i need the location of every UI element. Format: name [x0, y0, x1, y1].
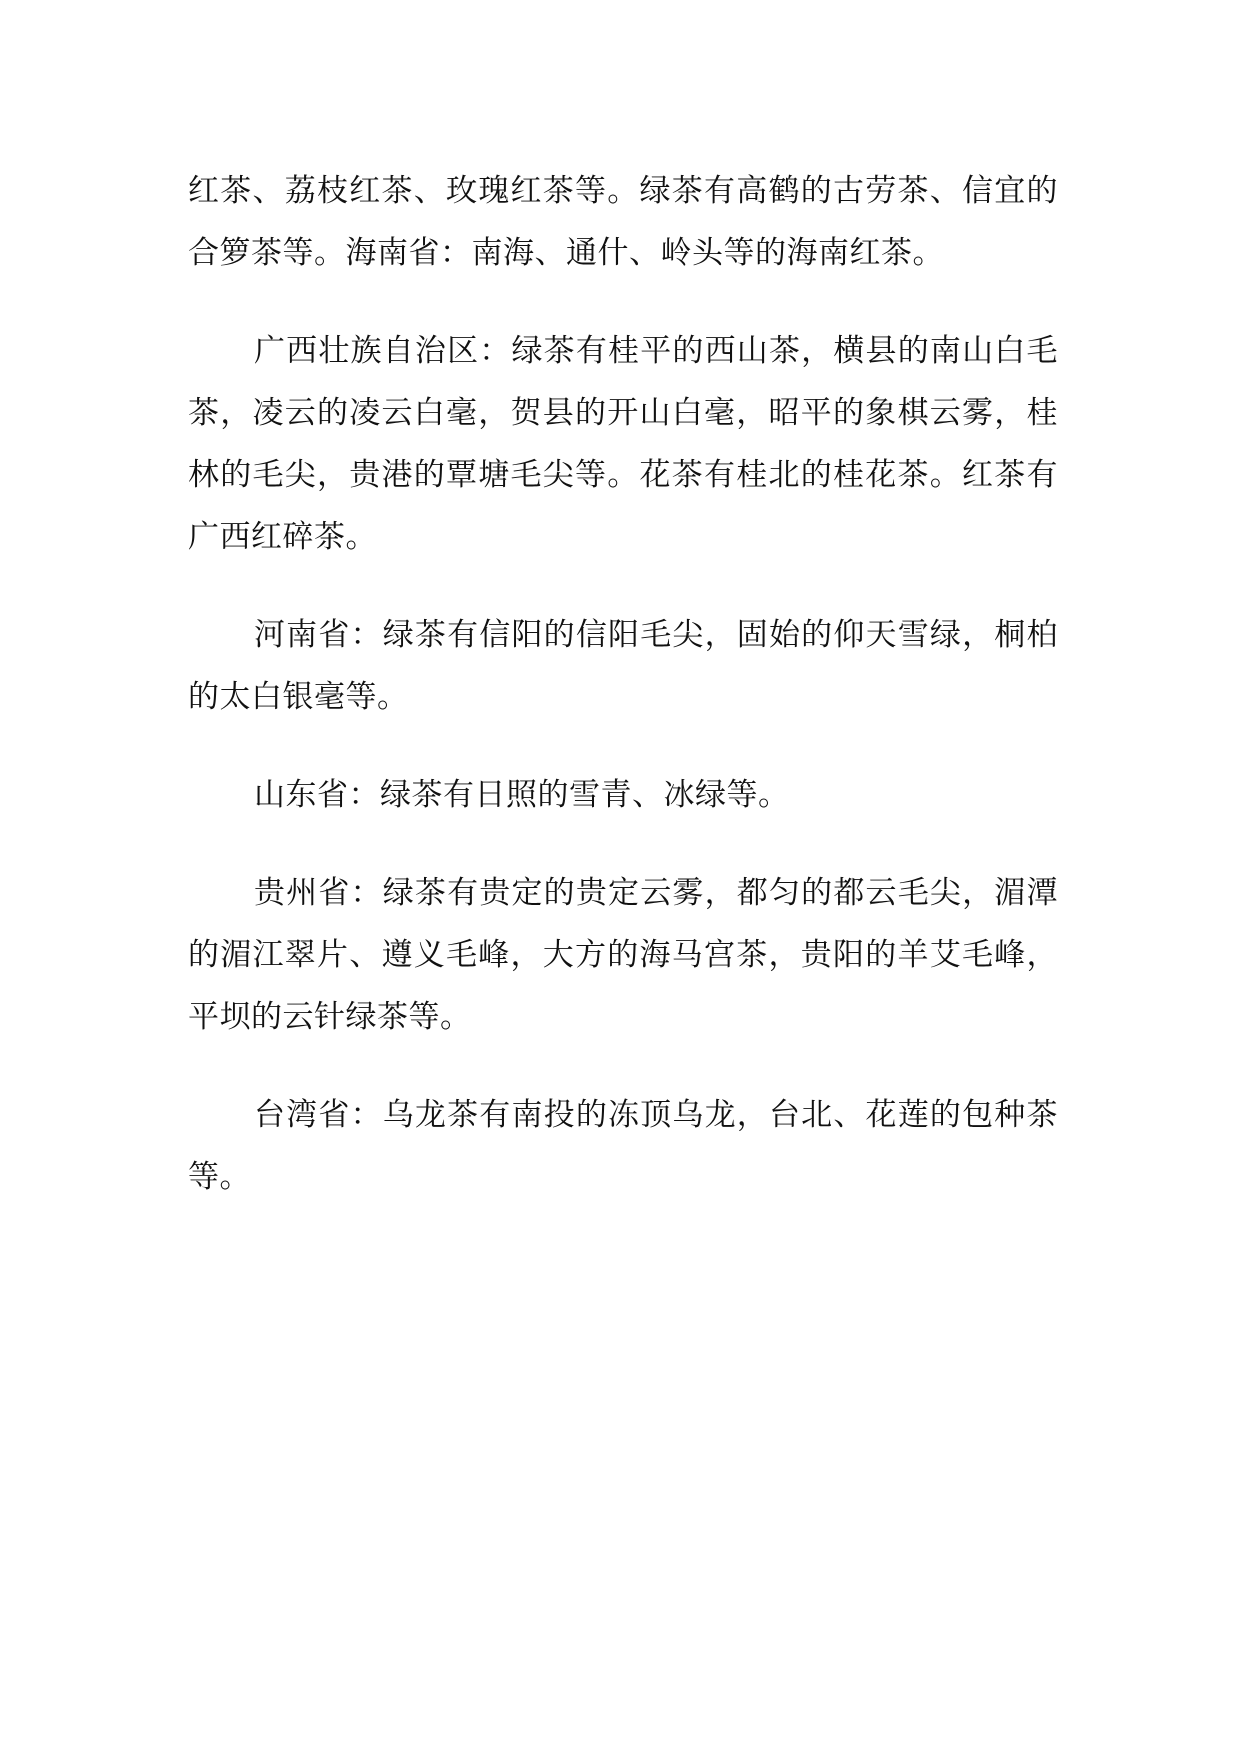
paragraph-guangdong-hainan: 红茶、荔枝红茶、玫瑰红茶等。绿茶有高鹤的古劳茶、信宜的合箩茶等。海南省：南海、通什、岭头等的海南红茶。	[188, 173, 1058, 271]
paragraph-henan: 河南省：绿茶有信阳的信阳毛尖，固始的仰天雪绿，桐柏的太白银毫等。	[188, 617, 1058, 715]
paragraph-taiwan: 台湾省：乌龙茶有南投的冻顶乌龙，台北、花莲的包种茶等。	[188, 1097, 1058, 1195]
paragraph-guizhou: 贵州省：绿茶有贵定的贵定云雾，都匀的都云毛尖，湄潭的湄江翠片、遵义毛峰，大方的海马宫茶，贵阳的羊艾毛峰，平坝的云针绿茶等。	[188, 875, 1058, 1035]
document-page	[188, 160, 1058, 1244]
paragraph-guangxi: 广西壮族自治区：绿茶有桂平的西山茶，横县的南山白毛茶，凌云的凌云白毫，贺县的开山白毫，昭平的象棋云雾，桂林的毛尖，贵港的覃塘毛尖等。花茶有桂北的桂花茶。红茶有广西红碎茶。	[188, 333, 1058, 555]
paragraph-shandong: 山东省：绿茶有日照的雪青、冰绿等。	[254, 777, 790, 813]
